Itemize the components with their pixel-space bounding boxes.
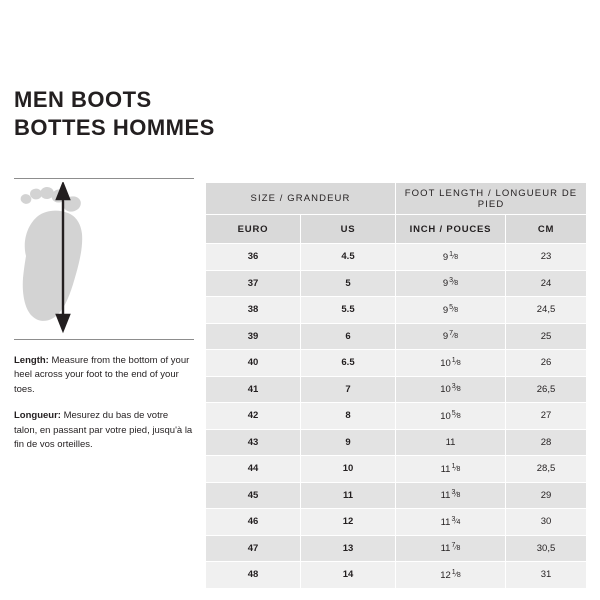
cell-inch bbox=[396, 350, 506, 377]
cell-inch bbox=[396, 456, 506, 483]
cell-euro: 42 bbox=[206, 403, 301, 430]
title-line-en: MEN BOOTS bbox=[14, 87, 152, 112]
note-french bbox=[14, 409, 194, 452]
cell-cm: 27 bbox=[506, 403, 587, 430]
cell-us: 12 bbox=[301, 509, 396, 536]
inch-whole: 11 bbox=[445, 436, 456, 448]
inch-whole: 9 bbox=[442, 304, 449, 316]
cell-cm: 28,5 bbox=[506, 456, 587, 483]
cell-inch bbox=[396, 403, 506, 430]
inch-whole: 9 bbox=[442, 278, 449, 290]
inch-whole: 11 bbox=[440, 543, 451, 555]
note-french-label: Longueur: bbox=[14, 410, 61, 422]
cell-cm: 31 bbox=[506, 562, 587, 589]
divider-bottom bbox=[14, 339, 194, 340]
cell-cm: 30 bbox=[506, 509, 587, 536]
cell-euro: 43 bbox=[206, 429, 301, 456]
cell-us: 5.5 bbox=[301, 297, 396, 324]
cell-cm: 29 bbox=[506, 482, 587, 509]
cell-cm: 30,5 bbox=[506, 535, 587, 562]
foot-illustration bbox=[14, 178, 194, 340]
inch-fraction: $^1⁄_8$ bbox=[449, 250, 459, 261]
cell-cm: 26,5 bbox=[506, 376, 587, 403]
group-header-foot-length: FOOT LENGTH / LONGUEUR DE PIED bbox=[396, 183, 587, 215]
cell-euro: 46 bbox=[206, 509, 301, 536]
cell-inch bbox=[396, 509, 506, 536]
cell-us: 11 bbox=[301, 482, 396, 509]
divider-top bbox=[14, 178, 194, 179]
table-row bbox=[206, 562, 587, 589]
inch-fraction: $^1⁄_8$ bbox=[451, 462, 461, 473]
inch-whole: 12 bbox=[440, 569, 451, 581]
cell-euro: 37 bbox=[206, 270, 301, 297]
cell-inch bbox=[396, 482, 506, 509]
cell-cm: 24,5 bbox=[506, 297, 587, 324]
cell-us: 5 bbox=[301, 270, 396, 297]
table-row bbox=[206, 270, 587, 297]
note-french-text: Mesurez du bas de votre talon, en passant par votre pied, jusqu'à la fin de vos orteilles. bbox=[14, 410, 193, 451]
table-row bbox=[206, 429, 587, 456]
table-row bbox=[206, 297, 587, 324]
inch-fraction: $^5⁄_8$ bbox=[449, 303, 459, 314]
note-english-label: Length: bbox=[14, 355, 49, 366]
table-row bbox=[206, 323, 587, 350]
cell-us: 8 bbox=[301, 403, 396, 430]
cell-euro: 38 bbox=[206, 297, 301, 324]
inch-fraction: $^1⁄_8$ bbox=[451, 356, 461, 367]
cell-cm: 23 bbox=[506, 244, 587, 271]
cell-inch bbox=[396, 562, 506, 589]
table-column-header-row bbox=[206, 215, 587, 244]
inch-fraction: $^3⁄_8$ bbox=[451, 383, 461, 394]
inch-whole: 9 bbox=[442, 251, 449, 263]
inch-whole: 10 bbox=[440, 384, 451, 396]
cell-euro: 48 bbox=[206, 562, 301, 589]
table-row bbox=[206, 509, 587, 536]
column-header-euro: EURO bbox=[206, 215, 301, 244]
cell-inch bbox=[396, 323, 506, 350]
cell-euro: 44 bbox=[206, 456, 301, 483]
table-body bbox=[206, 244, 587, 589]
inch-fraction: $^3⁄_8$ bbox=[451, 489, 461, 500]
inch-fraction: $^1⁄_8$ bbox=[451, 568, 461, 579]
cell-us: 9 bbox=[301, 429, 396, 456]
table-row bbox=[206, 456, 587, 483]
cell-inch bbox=[396, 297, 506, 324]
cell-us: 13 bbox=[301, 535, 396, 562]
cell-inch bbox=[396, 535, 506, 562]
cell-cm: 26 bbox=[506, 350, 587, 377]
inch-whole: 10 bbox=[440, 410, 451, 422]
cell-inch bbox=[396, 270, 506, 297]
column-header-us: US bbox=[301, 215, 396, 244]
table-row bbox=[206, 403, 587, 430]
cell-cm: 24 bbox=[506, 270, 587, 297]
table-row bbox=[206, 482, 587, 509]
cell-us: 4.5 bbox=[301, 244, 396, 271]
size-table-wrapper bbox=[205, 182, 586, 589]
inch-whole: 9 bbox=[442, 331, 449, 343]
cell-us: 6.5 bbox=[301, 350, 396, 377]
note-english bbox=[14, 354, 194, 397]
cell-inch bbox=[396, 429, 506, 456]
cell-inch bbox=[396, 376, 506, 403]
table-row bbox=[206, 350, 587, 377]
inch-whole: 10 bbox=[440, 357, 451, 369]
inch-fraction: $^3⁄_4$ bbox=[451, 515, 461, 526]
table-group-header-row bbox=[206, 183, 587, 215]
cell-euro: 36 bbox=[206, 244, 301, 271]
inch-whole: 11 bbox=[440, 490, 451, 502]
title-line-fr: BOTTES HOMMES bbox=[14, 115, 215, 141]
page-title bbox=[14, 86, 434, 142]
cell-cm: 28 bbox=[506, 429, 587, 456]
inch-fraction: $^7⁄_8$ bbox=[451, 542, 461, 553]
inch-fraction: $^3⁄_8$ bbox=[449, 277, 459, 288]
group-header-size: SIZE / GRANDEUR bbox=[206, 183, 396, 215]
cell-inch bbox=[396, 244, 506, 271]
inch-whole: 11 bbox=[440, 516, 451, 528]
cell-euro: 47 bbox=[206, 535, 301, 562]
table-row bbox=[206, 244, 587, 271]
cell-euro: 45 bbox=[206, 482, 301, 509]
cell-us: 6 bbox=[301, 323, 396, 350]
cell-us: 14 bbox=[301, 562, 396, 589]
cell-euro: 39 bbox=[206, 323, 301, 350]
inch-fraction: $^5⁄_8$ bbox=[451, 409, 461, 420]
column-header-inch: INCH / POUCES bbox=[396, 215, 506, 244]
note-english-text: Measure from the bottom of your heel across your foot to the end of your toes. bbox=[14, 355, 190, 395]
cell-us: 10 bbox=[301, 456, 396, 483]
table-head bbox=[206, 183, 587, 244]
inch-fraction: $^7⁄_8$ bbox=[449, 330, 459, 341]
column-header-cm: CM bbox=[506, 215, 587, 244]
inch-whole: 11 bbox=[440, 463, 451, 475]
cell-cm: 25 bbox=[506, 323, 587, 350]
foot-with-measure-arrow-icon bbox=[14, 182, 194, 338]
table-row bbox=[206, 535, 587, 562]
table-row bbox=[206, 376, 587, 403]
cell-euro: 41 bbox=[206, 376, 301, 403]
cell-us: 7 bbox=[301, 376, 396, 403]
measurement-guide bbox=[14, 178, 194, 453]
size-table bbox=[205, 182, 587, 589]
cell-euro: 40 bbox=[206, 350, 301, 377]
